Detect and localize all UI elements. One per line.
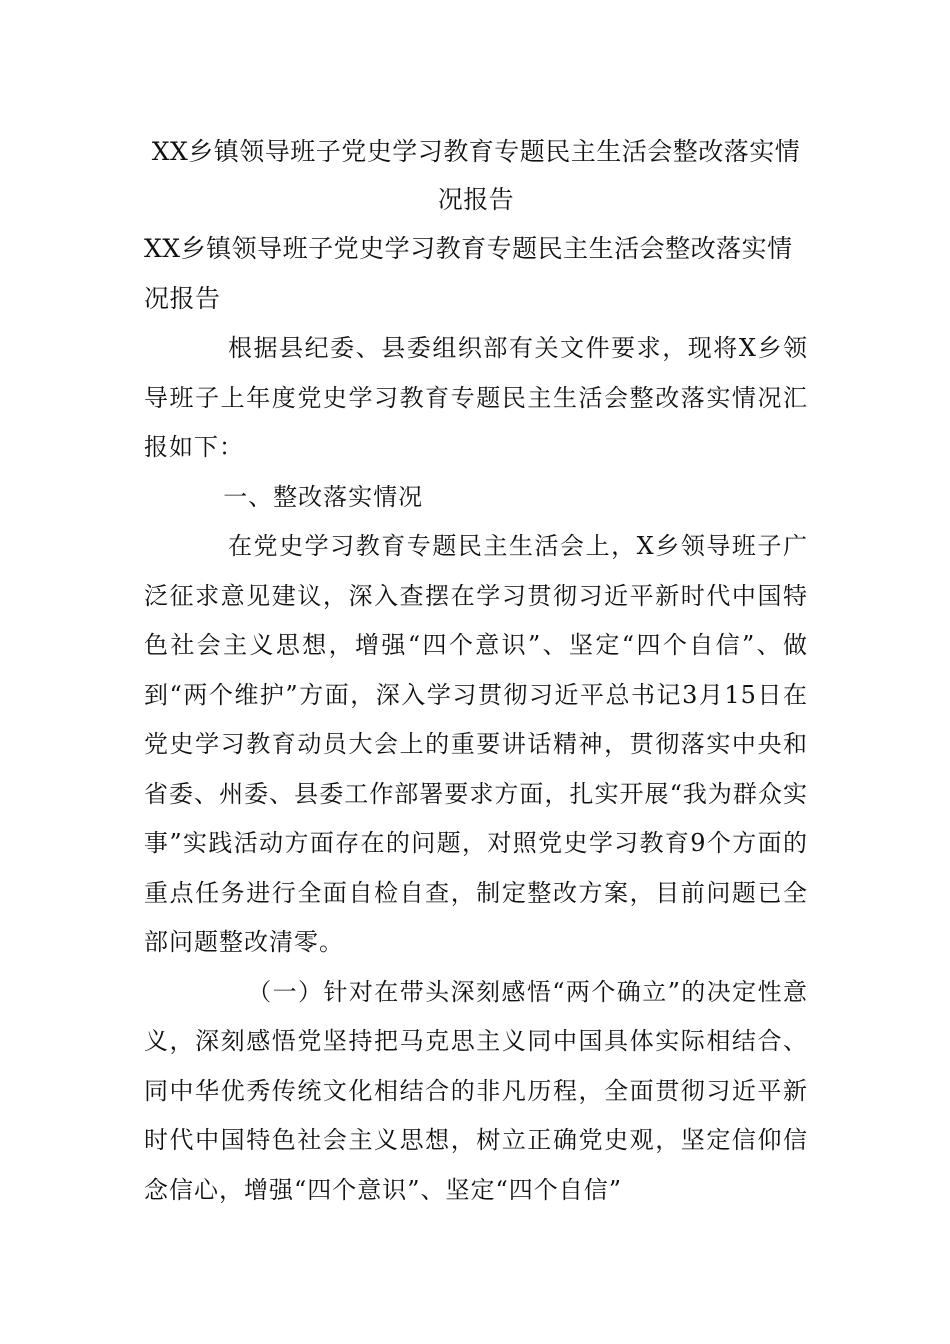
intro-paragraph: 根据县纪委、县委组织部有关文件要求，现将X乡领导班子上年度党史学习教育专题民主生活会整改落实情况汇报如下：	[144, 334, 808, 461]
subsection-paragraph: （一）针对在带头深刻感悟“两个确立”的决定性意义，深刻感悟党坚持把马克思主义同中国具体实际相结合、同中华优秀传统文化相结合的非凡历程，全面贯彻习近平新时代中国特色社会主义思想，树立正确党史观，坚定信仰信念信心，增强“四个意识”、坚定“四个自信”	[144, 977, 808, 1204]
body-paragraph: 在党史学习教育专题民主生活会上，X乡领导班子广泛征求意见建议，深入查摆在学习贯彻习近平新时代中国特色社会主义思想，增强“四个意识”、坚定“四个自信”、做到“两个维护”方面，深入学习贯彻习近平总书记3月15日在党史学习教育动员大会上的重要讲话精神，贯彻落实中央和省委、州委、县委工作部署要求方面，扎实开展“我为群众实事”实践活动方面存在的问题，对照党史学习教育9个方面的重点任务进行全面自检自查，制定整改方案，目前问题已全部问题整改清零。	[144, 532, 808, 956]
section-heading: 一、整改落实情况	[223, 482, 424, 511]
document-body	[144, 128, 808, 1215]
document-title: XX乡镇领导班子党史学习教育专题民主生活会整改落实情况报告	[151, 137, 801, 214]
document-subtitle: XX乡镇领导班子党史学习教育专题民主生活会整改落实情况报告	[144, 234, 793, 313]
